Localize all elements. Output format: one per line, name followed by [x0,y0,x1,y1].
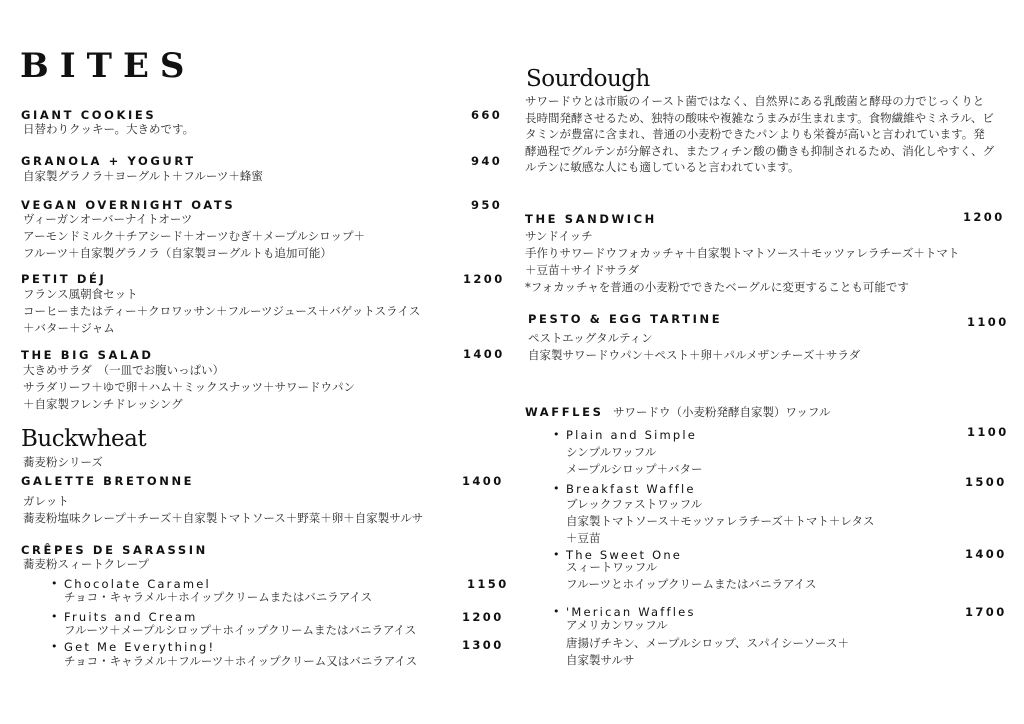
waffle-option-desc: 唐揚げチキン、メープルシロップ、スパイシーソース＋ [566,636,849,650]
bullet-icon: • [553,428,560,441]
waffle-option-desc: フルーツとホイップクリームまたはバニラアイス [566,577,817,591]
waffle-option-price: 1100 [967,425,1009,439]
waffles-name: WAFFLES [525,405,604,419]
buckwheat-title: Buckwheat [21,426,147,452]
waffle-option-price: 1400 [965,547,1007,561]
galette-desc-2: 蕎麦粉塩味クレープ＋チーズ＋自家製トマトソース＋野菜＋卵＋自家製サルサ [23,511,424,525]
tartine-desc-2: 自家製サワードウパン＋ペスト＋卵＋パルメザンチーズ＋サラダ [528,348,861,362]
tartine-name: PESTO & EGG TARTINE [528,312,723,326]
big-salad-desc-1: 大きめサラダ （一皿でお腹いっぱい） [23,363,225,377]
petit-dej-desc-1: フランス風朝食セット [23,287,138,301]
crepe-option-desc: チョコ・キャラメル＋ホイップクリームまたはバニラアイス [64,590,373,604]
sourdough-desc: サワードウとは市販のイースト菌ではなく、自然界にある乳酸菌と酵母の力でじっくりと長時間発酵させるため、独特の酸味や複雑なうまみが生まれます。食物繊維やミネラル、ビタミンが豊富に含まれ、普通の小麦粉できたパンよりも栄養が高いと言われています。発酵過程でグルテンが分解され、またフィチン酸の働きも抑制されるため、消化しやすく、グルテンに敏感な人にも適していると言われています。 [525,94,995,174]
waffle-option-name: 'Merican Waffles [566,605,696,619]
vegan-oats-desc-1: ヴィーガンオーバーナイトオーツ [23,212,193,226]
waffle-option-desc: メープルシロップ＋バター [566,462,703,476]
bullet-icon: • [553,605,560,618]
sandwich-desc-2: 手作りサワードウフォカッチャ＋自家製トマトソース＋モッツァレラチーズ＋トマト [525,246,960,260]
waffles-subtitle: サワードウ（小麦粉発酵自家製）ワッフル [613,405,831,419]
bullet-icon: • [553,548,560,561]
crepe-option-price: 1200 [462,610,504,624]
waffle-option-name: Breakfast Waffle [566,482,696,496]
giant-cookies-desc: 日替わりクッキー。大きめです。 [23,122,195,136]
crepe-option-desc: フルーツ＋メープルシロップ＋ホイップクリームまたはバニラアイス [64,623,417,637]
galette-desc-1: ガレット [23,494,69,508]
waffle-option-desc: スィートワッフル [566,560,658,574]
crepe-option-name: Get Me Everything! [64,640,216,654]
crepes-subtitle: 蕎麦粉スィートクレープ [23,557,150,571]
crepe-option-name: Chocolate Caramel [64,577,211,591]
bullet-icon: • [553,482,560,495]
crepes-name: CRÊPES DE SARASSIN [21,543,208,557]
waffle-option-desc: アメリカンワッフル [566,618,668,632]
big-salad-desc-3: ＋自家製フレンチドレッシング [23,397,183,411]
sandwich-desc-1: サンドイッチ [525,229,593,243]
bullet-icon: • [51,610,58,623]
sourdough-title: Sourdough [526,66,650,92]
granola-yogurt-price: 940 [471,154,503,168]
big-salad-name: THE BIG SALAD [21,348,154,362]
vegan-oats-desc-2: アーモンドミルク＋チアシード＋オーツむぎ＋メープルシロップ＋ [23,229,365,243]
vegan-oats-desc-3: フルーツ＋自家製グラノラ（自家製ヨーグルトも追加可能） [23,246,332,260]
waffle-option-desc: シンプルワッフル [566,445,657,459]
big-salad-desc-2: サラダリーフ＋ゆで卵＋ハム＋ミックスナッツ＋サワードウパン [23,380,356,394]
giant-cookies-name: GIANT COOKIES [21,108,157,122]
sandwich-note: *フォカッチャを普通の小麦粉でできたベーグルに変更することも可能です [525,280,909,294]
granola-yogurt-desc: 自家製グラノラ＋ヨーグルト＋フルーツ＋蜂蜜 [23,169,263,183]
tartine-price: 1100 [967,315,1009,329]
crepe-option-price: 1150 [467,577,509,591]
waffle-option-price: 1500 [965,475,1007,489]
buckwheat-subtitle: 蕎麦粉シリーズ [23,455,103,469]
sandwich-price: 1200 [963,210,1005,224]
waffle-option-desc: ＋豆苗 [566,531,601,545]
bites-title: BITES [20,46,196,86]
sandwich-desc-3: ＋豆苗＋サイドサラダ [525,263,640,277]
giant-cookies-price: 660 [471,108,503,122]
vegan-oats-price: 950 [471,198,503,212]
galette-price: 1400 [462,474,504,488]
tartine-desc-1: ペストエッグタルティン [528,331,653,345]
granola-yogurt-name: GRANOLA + YOGURT [21,154,196,168]
bullet-icon: • [51,577,58,590]
waffle-option-price: 1700 [965,605,1007,619]
crepe-option-name: Fruits and Cream [64,610,198,624]
waffle-option-name: The Sweet One [566,548,683,562]
waffle-option-desc: 自家製トマトソース＋モッツァレラチーズ＋トマト＋レタス [566,514,875,528]
petit-dej-price: 1200 [463,272,505,286]
galette-name: GALETTE BRETONNE [21,474,195,488]
sandwich-name: THE SANDWICH [525,212,657,226]
waffle-option-desc: ブレックファストワッフル [566,497,703,511]
crepe-option-desc: チョコ・キャラメル＋フルーツ＋ホイップクリーム又はバニラアイス [64,654,418,668]
bullet-icon: • [51,640,58,653]
waffle-option-desc: 自家製サルサ [566,653,635,667]
petit-dej-desc-2: コーヒーまたはティー＋クロワッサン＋フルーツジュース＋バゲットスライス [23,304,421,318]
waffle-option-name: Plain and Simple [566,428,698,442]
vegan-oats-name: VEGAN OVERNIGHT OATS [21,198,236,212]
petit-dej-desc-3: ＋バター＋ジャム [23,321,115,335]
crepe-option-price: 1300 [462,638,504,652]
big-salad-price: 1400 [463,347,505,361]
petit-dej-name: PETIT DÉJ [21,272,107,286]
